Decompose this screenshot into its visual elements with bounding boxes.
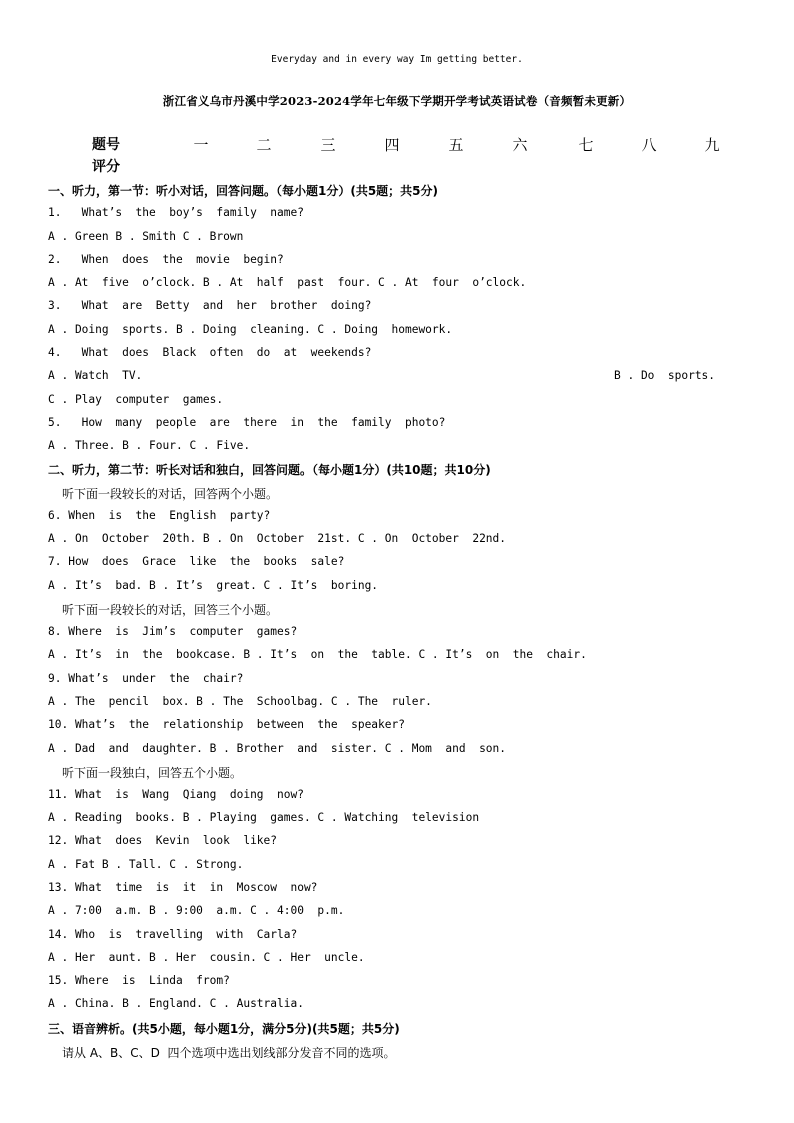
answer-2: A . At five o’clock. B . At half past four. C . At four o’clock. <box>48 276 527 289</box>
answer-1: A . Green B . Smith C . Brown <box>48 230 244 243</box>
answer-10: A . Dad and daughter. B . Brother and sister. C . Mom and son. <box>48 742 507 755</box>
answer-4-b: B . Do sports. <box>614 369 716 382</box>
score-table-col-1: 一 <box>193 136 209 154</box>
question-3: 3. What are Betty and her brother doing? <box>48 299 372 312</box>
section-1-heading: 一、听力，第一节：听小对话，回答问题。（每小题1分）(共5题；共5分) <box>48 184 439 198</box>
answer-11: A . Reading books. B . Playing games. C . Watching television <box>48 811 480 824</box>
question-6: 6. When is the English party? <box>48 509 271 522</box>
answer-6: A . On October 20th. B . On October 21st. C . On October 22nd. <box>48 532 507 545</box>
question-7: 7. How does Grace like the books sale? <box>48 555 345 568</box>
question-13: 13. What time is it in Moscow now? <box>48 881 318 894</box>
instruction-2: 听下面一段较长的对话，回答三个小题。 <box>62 603 279 617</box>
answer-9: A . The pencil box. B . The Schoolbag. C . The ruler. <box>48 695 432 708</box>
question-15: 15. Where is Linda from? <box>48 974 230 987</box>
score-table-col-4: 四 <box>384 136 400 154</box>
answer-3: A . Doing sports. B . Doing cleaning. C . Doing homework. <box>48 323 453 336</box>
answer-5: A . Three. B . Four. C . Five. <box>48 439 251 452</box>
question-11: 11. What is Wang Qiang doing now? <box>48 788 304 801</box>
question-2: 2. When does the movie begin? <box>48 253 284 266</box>
instruction-1: 听下面一段较长的对话，回答两个小题。 <box>62 487 279 501</box>
section-2-heading: 二、听力，第二节：听长对话和独白，回答问题。（每小题1分）(共10题；共10分) <box>48 463 491 477</box>
page-title: 浙江省义乌市丹溪中学2023-2024学年七年级下学期开学考试英语试卷（音频暂未更新） <box>162 94 632 108</box>
section-3-heading: 三、语音辨析。(共5小题，每小题1分，满分5分)(共5题；共5分) <box>48 1022 400 1036</box>
motto-text: Everyday and in every way Im getting better. <box>271 54 523 65</box>
answer-12: A . Fat B . Tall. C . Strong. <box>48 858 244 871</box>
answer-8: A . It’s in the bookcase. B . It’s on the table. C . It’s on the chair. <box>48 648 587 661</box>
question-4: 4. What does Black often do at weekends? <box>48 346 372 359</box>
score-table-col-7: 七 <box>578 136 594 154</box>
question-8: 8. Where is Jim’s computer games? <box>48 625 298 638</box>
answer-4-a: A . Watch TV. <box>48 369 143 382</box>
question-5: 5. How many people are there in the family photo? <box>48 416 446 429</box>
score-table-col-8: 八 <box>641 136 657 154</box>
score-table-col-9: 九 <box>704 136 720 154</box>
score-table-col-5: 五 <box>448 136 464 154</box>
score-table-row-label: 题号 <box>92 137 120 153</box>
score-table-col-2: 二 <box>256 136 272 154</box>
question-1: 1. What’s the boy’s family name? <box>48 206 304 219</box>
question-10: 10. What’s the relationship between the speaker? <box>48 718 405 731</box>
question-12: 12. What does Kevin look like? <box>48 834 278 847</box>
score-table-col-6: 六 <box>512 136 528 154</box>
instruction-3: 听下面一段独白，回答五个小题。 <box>62 766 243 780</box>
question-14: 14. Who is travelling with Carla? <box>48 928 298 941</box>
answer-13: A . 7:00 a.m. B . 9:00 a.m. C . 4:00 p.m. <box>48 904 345 917</box>
answer-14: A . Her aunt. B . Her cousin. C . Her uncle. <box>48 951 365 964</box>
instruction-4: 请从 A、B、C、D 四个选项中选出划线部分发音不同的选项。 <box>62 1046 396 1060</box>
score-table-score-label: 评分 <box>92 159 120 175</box>
score-table-col-3: 三 <box>320 136 336 154</box>
answer-4-c: C . Play computer games. <box>48 393 224 406</box>
answer-15: A . China. B . England. C . Australia. <box>48 997 304 1010</box>
question-9: 9. What’s under the chair? <box>48 672 244 685</box>
answer-7: A . It’s bad. B . It’s great. C . It’s boring. <box>48 579 379 592</box>
